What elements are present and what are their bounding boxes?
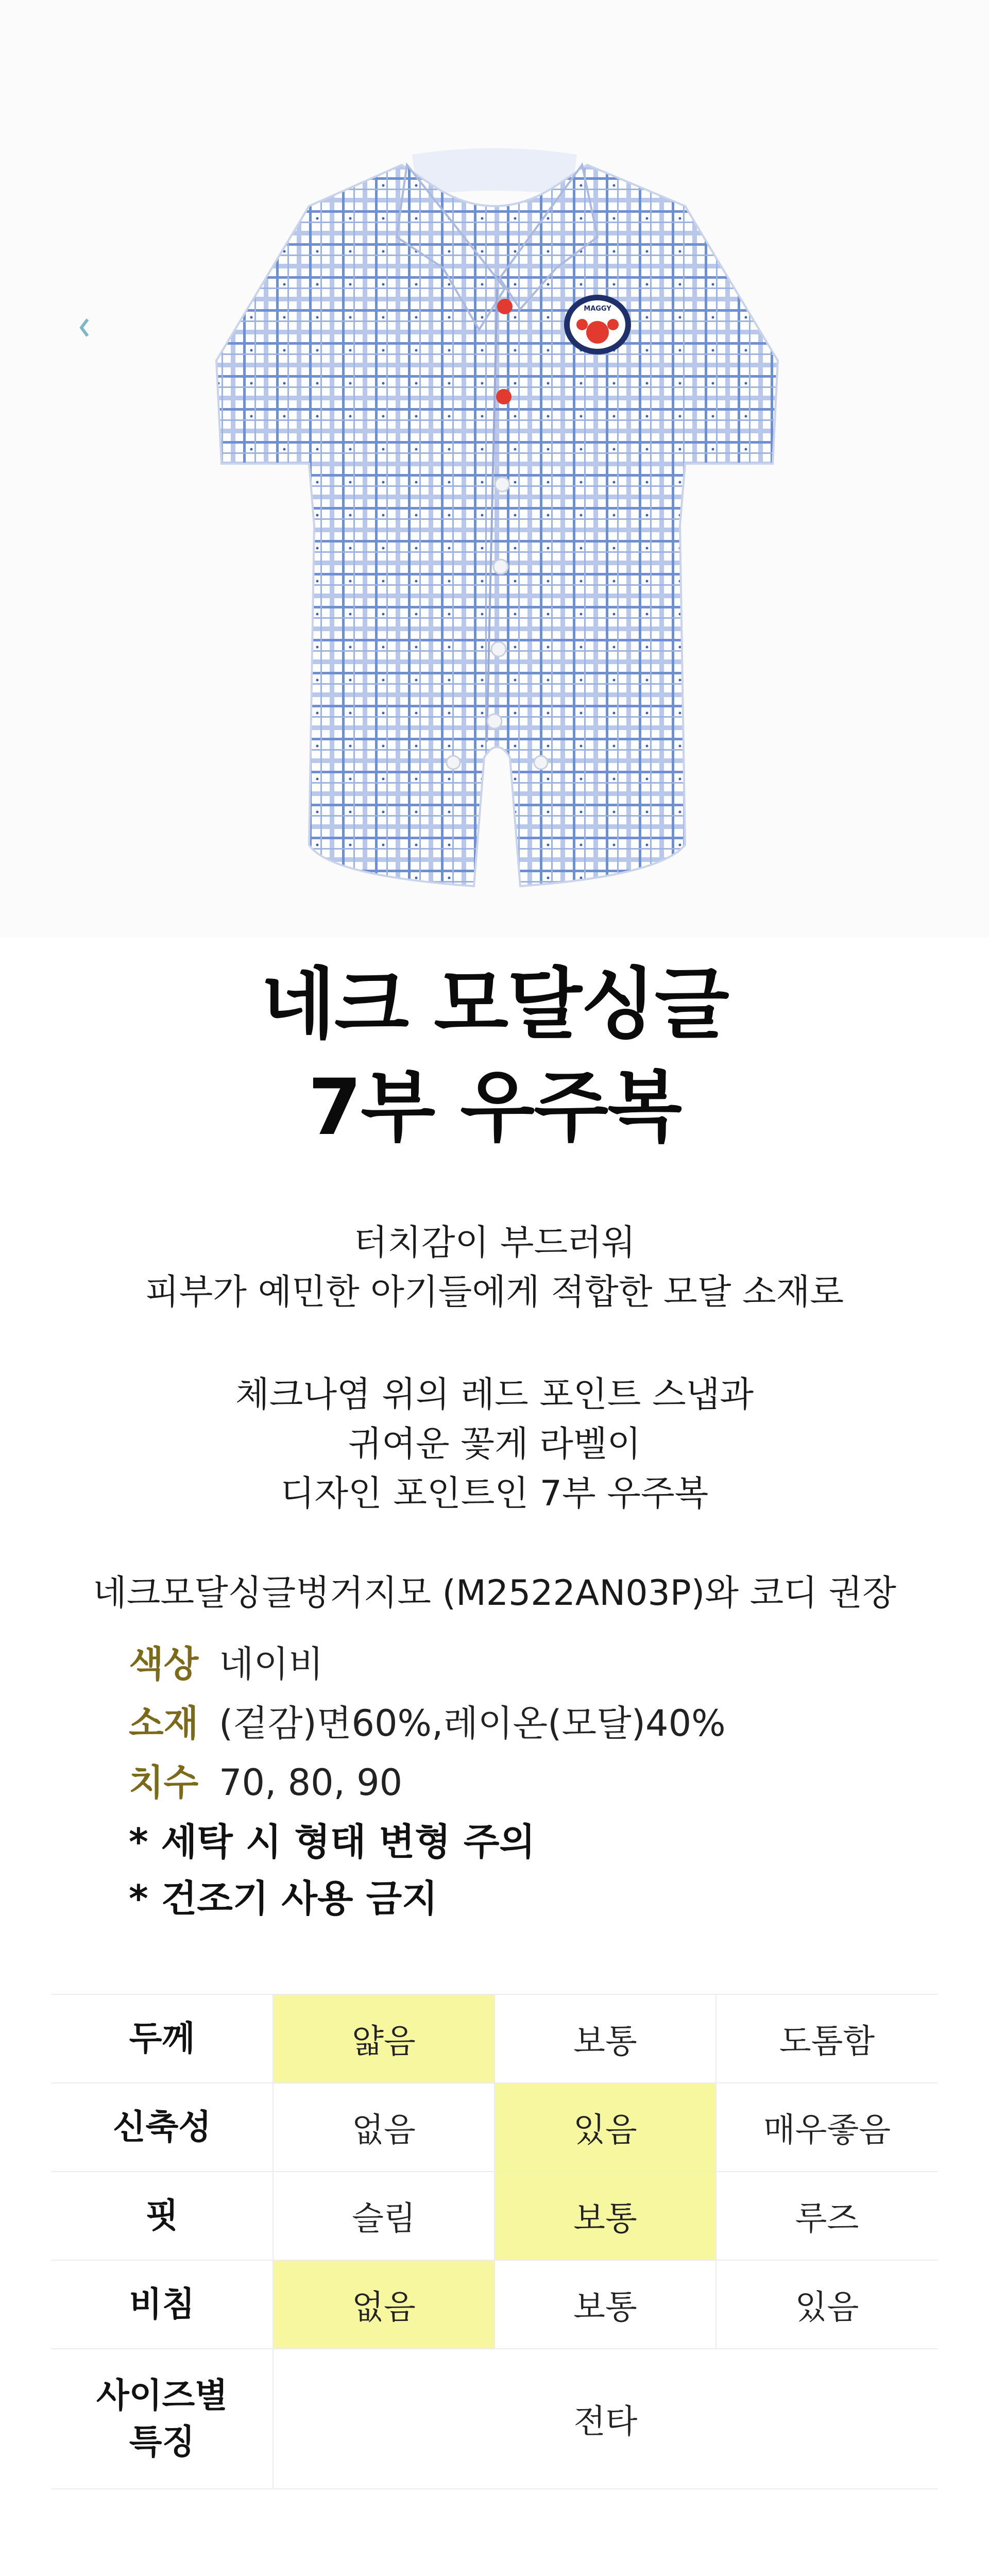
table-row [52,2172,937,2260]
spec-value: 70, 80, 90 [219,1761,403,1804]
care-note: * 건조기 사용 금지 [129,1877,438,1920]
badge-text: MAGGY [584,305,611,313]
option-cell: 도톰함 [716,1994,937,2083]
table-row [52,1994,937,2083]
product-title-line1: 네크 모달싱글 [261,960,728,1049]
option-cell: 슬림 [273,2172,494,2260]
description-line: 귀여운 꽃게 라벨이 [348,1424,641,1465]
care-note: * 세탁 시 형태 변형 주의 [129,1820,535,1863]
spec-label: 색상 [129,1643,199,1685]
option-cell: 보통 [494,2260,716,2349]
option-cell: 매우좋음 [716,2083,937,2172]
table-row [52,2083,937,2172]
option-cell: 보통 [494,1994,716,2083]
crab-badge-icon [564,295,631,354]
description-line: 체크나염 위의 레드 포인트 스냅과 [235,1375,754,1415]
spec-color [129,1636,323,1692]
product-photo [0,0,989,938]
chevron-left-icon [81,319,88,336]
row-label: 신축성 [52,2083,273,2172]
spec-size [129,1754,402,1811]
row-label-size-feature [52,2349,273,2489]
option-cell-selected: 보통 [494,2172,716,2260]
option-cell: 없음 [273,2083,494,2172]
spec-value: 네이비 [219,1643,323,1685]
option-cell-selected: 얇음 [273,1994,494,2083]
spec-label: 소재 [129,1702,199,1744]
option-cell-selected: 없음 [273,2260,494,2349]
description-line: 피부가 예민한 아기들에게 적합한 모달 소재로 [145,1272,844,1313]
description-line: 터치감이 부드러워 [353,1223,636,1263]
option-cell-selected: 있음 [494,2083,716,2172]
property-table [52,1994,937,2489]
product-title-line2: 7부 우주복 [308,1063,681,1153]
size-feature-value: 전타 [273,2349,937,2489]
description-line: 디자인 포인트인 7부 우주복 [280,1473,709,1514]
row-label: 핏 [52,2172,273,2260]
table-row [52,2349,937,2489]
romper-illustration [0,0,989,938]
row-label: 두께 [52,1994,273,2083]
row-label-line: 사이즈별 [96,2376,228,2415]
spec-label: 치수 [129,1761,199,1804]
row-label-line: 특징 [129,2422,195,2462]
spec-material [129,1695,726,1752]
spec-value: (겉감)면60%,레이온(모달)40% [219,1702,726,1744]
table-row [52,2260,937,2349]
coordi-recommendation: 네크모달싱글벙거지모 (M2522AN03P)와 코디 권장 [93,1573,896,1614]
option-cell: 루즈 [716,2172,937,2260]
row-label: 비침 [52,2260,273,2349]
option-cell: 있음 [716,2260,937,2349]
